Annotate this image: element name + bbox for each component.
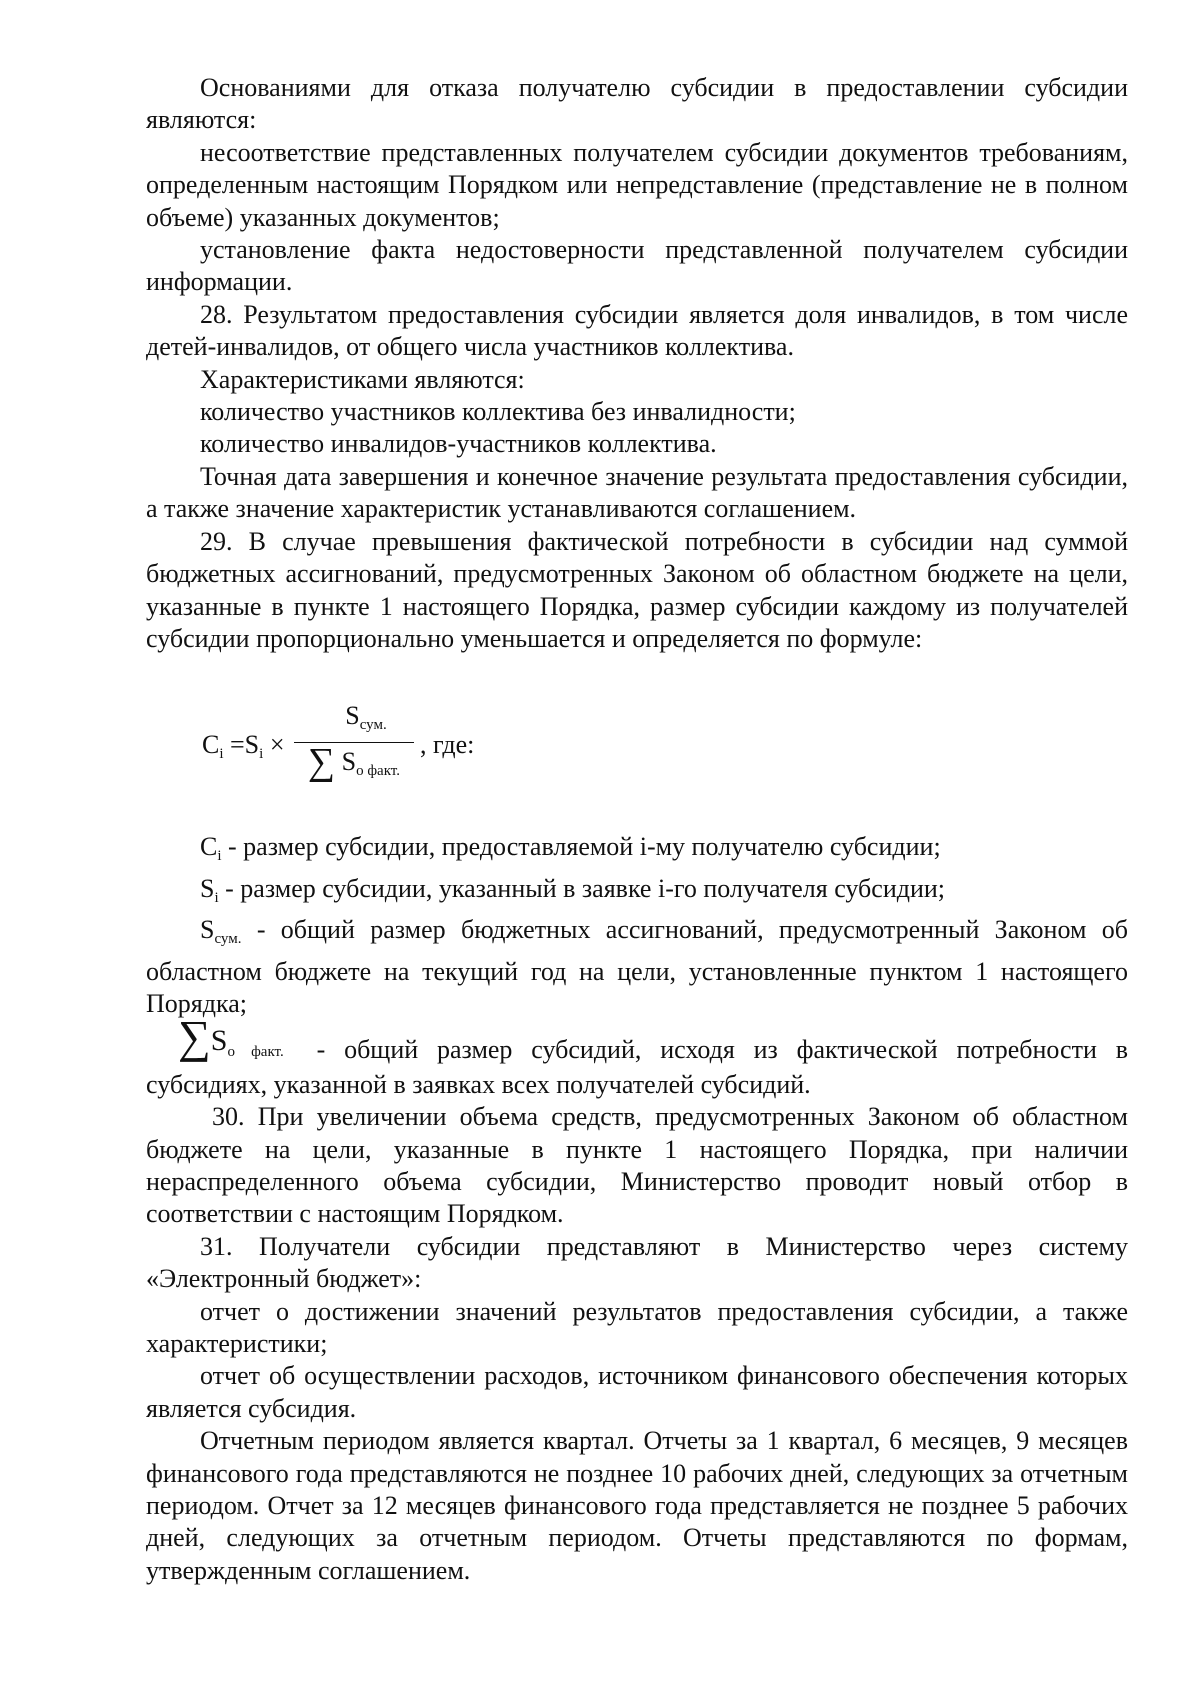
numerator-sub: сум. xyxy=(359,717,387,734)
definition-ci xyxy=(146,831,1128,872)
paragraph-disabled-count: количество инвалидов-участников коллектива. xyxy=(200,429,717,459)
paragraph-characteristics: Характеристиками являются: xyxy=(200,364,525,394)
def-ssum-text: - общий размер бюджетных ассигнований, предусмотренный Законом об областном бюджете на текущий год на цели, установленные пунктом 1 настоящего Порядка; xyxy=(146,915,1128,1018)
definition-sum xyxy=(146,1011,1128,1101)
def-si-symbol: S xyxy=(200,873,215,903)
subsidy-formula xyxy=(146,693,1128,823)
formula-denominator xyxy=(294,741,414,786)
def-ci-sub: i xyxy=(217,848,222,865)
paragraph-refusal-grounds: Основаниями для отказа получателю субсидии в предоставлении субсидии являются: xyxy=(146,73,1128,135)
paragraph-completion-date: Точная дата завершения и конечное значение результата предоставления субсидии, а также значение характеристик устанавливаются соглашением. xyxy=(146,461,1128,524)
paragraph-29-excess: 29. В случае превышения фактической потребности в субсидии над суммой бюджетных ассигнований, предусмотренных Законом об областном бюджете на цели, указанные в пункте 1 настоящего Порядка, размер субсидии каждому из получателей субсидии пропорционально уменьшается и определяется по формуле: xyxy=(146,526,1128,653)
paragraph-28-result: 28. Результатом предоставления субсидии является доля инвалидов, в том числе детей-инвалидов, от общего числа участников коллектива. xyxy=(146,299,1128,362)
paragraph-31-reports: 31. Получатели субсидии представляют в Министерство через систему «Электронный бюджет»: xyxy=(146,1231,1128,1294)
denominator-s: S xyxy=(341,747,357,777)
formula-numerator xyxy=(294,701,414,740)
paragraph-report-results: отчет о достижении значений результатов предоставления субсидии, а также характеристики; xyxy=(146,1296,1128,1358)
definition-si xyxy=(146,873,1128,914)
def-sum-sub: о факт. xyxy=(227,1044,284,1061)
paragraph-30-increase: 30. При увеличении объема средств, предусмотренных Законом об областном бюджете на цели, указанные в пункте 1 настоящего Порядка, при наличии нераспределенного объема субсидии, Министерство проводит новый отбор в соответствии с настоящим Порядком. xyxy=(146,1102,1128,1229)
paragraph-report-expenses: отчет об осуществлении расходов, источником финансового обеспечения которых является субсидия. xyxy=(146,1361,1128,1423)
formula-c-sub: i xyxy=(219,746,224,763)
numerator-s: S xyxy=(345,701,360,731)
paragraph-documents-mismatch: несоответствие представленных получателем субсидии документов требованиям, определенным настоящим Порядком или непредставление (представление не в полном объеме) указанных документов; xyxy=(146,137,1128,232)
paragraph-unreliable-info: установление факта недостоверности представленной получателем субсидии информации. xyxy=(146,235,1128,297)
definition-ssum xyxy=(146,914,1128,1020)
sigma-icon: ∑ xyxy=(308,741,336,784)
def-ci-text: - размер субсидии, предоставляемой i-му получателю субсидии; xyxy=(221,832,941,862)
def-ci-symbol: C xyxy=(200,832,218,862)
def-sum-text: - общий размер субсидий, исходя из фактической потребности в субсидиях, указанной в заявках всех получателей субсидий. xyxy=(146,1035,1128,1099)
formula-left-side xyxy=(202,729,284,770)
formula-where: , где: xyxy=(420,730,475,760)
def-sum-symbol: S xyxy=(210,1024,228,1058)
formula-s-sub: i xyxy=(259,746,264,763)
paragraph-reporting-period: Отчетным периодом является квартал. Отчеты за 1 квартал, 6 месяцев, 9 месяцев финансового года представляются не позднее 10 рабочих дней, следующих за отчетным периодом. Отчет за 12 месяцев финансового года представляется не позднее 5 рабочих дней, следующих за отчетным периодом. Отчеты представляются по формам, утвержденным соглашением. xyxy=(146,1426,1128,1585)
paragraph-non-disabled-count: количество участников коллектива без инвалидности; xyxy=(200,397,796,427)
formula-times: × xyxy=(269,730,285,760)
def-ssum-sub: сум. xyxy=(214,931,242,948)
def-si-text: - размер субсидии, указанный в заявке i-го получателя субсидии; xyxy=(218,873,946,903)
formula-c: C xyxy=(202,730,220,760)
document-page xyxy=(146,72,1128,1587)
formula-fraction xyxy=(294,701,414,786)
def-si-sub: i xyxy=(214,889,219,906)
denominator-sub: о факт. xyxy=(356,763,400,780)
def-sum-sigma-icon: ∑ xyxy=(178,1011,211,1063)
formula-equals-s: =S xyxy=(230,730,260,760)
def-ssum-symbol: S xyxy=(200,915,215,945)
